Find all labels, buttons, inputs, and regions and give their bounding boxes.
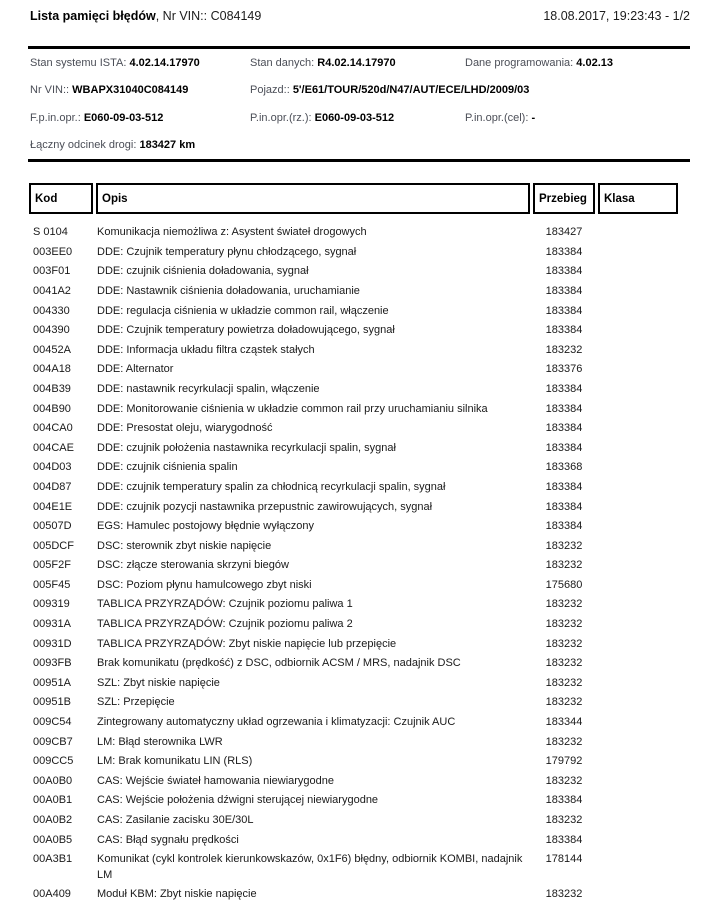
fault-description-cell: Komunikat (cykl kontrolek kierunkowskazów, 0x1F6) błędny, odbiornik KOMBI, nadajnik LM [97, 853, 523, 881]
fault-code-cell: 00A3B1 [33, 853, 73, 866]
mileage-cell: 183232 [545, 676, 583, 689]
meta-item [250, 84, 529, 97]
fault-code-cell: 00A0B0 [33, 774, 73, 787]
column-header-przebieg: Przebieg [533, 183, 595, 214]
class-cell [595, 362, 689, 363]
fault-description-cell: DDE: czujnik ciśnienia doładowania, sygnał [97, 265, 309, 278]
table-row [29, 299, 689, 319]
class-cell [595, 304, 689, 305]
fault-description-cell: DSC: Poziom płynu hamulcowego zbyt niski [97, 578, 312, 591]
table-row [29, 828, 689, 848]
mileage-cell: 183344 [545, 716, 583, 729]
fault-code-cell: 009C54 [33, 716, 72, 729]
meta-item [465, 57, 613, 70]
fault-code-cell: 00452A [33, 343, 71, 356]
page-title-main: Lista pamięci błędów [30, 9, 156, 23]
page-title-vin: , Nr VIN:: C084149 [155, 9, 262, 23]
fault-code-cell: 00A0B1 [33, 794, 73, 807]
table-row [29, 476, 689, 496]
class-cell [595, 597, 689, 598]
table-row [29, 809, 689, 829]
column-header-kod: Kod [29, 183, 93, 214]
mileage-cell: 179792 [545, 755, 583, 768]
fault-description-cell: DDE: regulacja ciśnienia w układzie common rail, włączenie [97, 304, 389, 317]
fault-code-cell: 005F45 [33, 578, 71, 591]
class-cell [595, 813, 689, 814]
meta-value: R4.02.14.17970 [317, 57, 396, 69]
fault-code-cell: 00507D [33, 520, 72, 533]
mileage-cell: 183384 [545, 794, 583, 807]
meta-row [30, 139, 690, 166]
fault-code-cell: 005DCF [33, 539, 74, 552]
datetime-page-indicator: 18.08.2017, 19:23:43 - 1/2 [543, 9, 690, 23]
fault-code-cell: 004E1E [33, 500, 73, 513]
column-header-opis: Opis [96, 183, 530, 214]
meta-label: Nr VIN:: [30, 84, 73, 97]
class-cell [595, 676, 689, 677]
table-row [29, 730, 689, 750]
class-cell [595, 245, 689, 246]
fault-description-cell: DDE: czujnik ciśnienia spalin [97, 461, 238, 474]
table-row [29, 417, 689, 437]
class-cell [595, 500, 689, 501]
meta-label: P.in.opr.(rz.): [250, 111, 315, 124]
class-cell [595, 343, 689, 344]
table-row [29, 280, 689, 300]
meta-label: Stan danych: [250, 57, 318, 69]
fault-code-cell: 009CB7 [33, 735, 73, 748]
fault-table-body [29, 221, 689, 901]
mileage-cell: 183232 [545, 598, 583, 611]
fault-description-cell: DDE: Informacja układu filtra cząstek stałych [97, 343, 315, 356]
fault-description-cell: TABLICA PRZYRZĄDÓW: Czujnik poziomu paliwa 2 [97, 618, 353, 631]
fault-code-cell: 003F01 [33, 265, 71, 278]
mileage-cell: 183384 [545, 422, 583, 435]
fault-code-cell: S 0104 [33, 226, 68, 239]
fault-code-cell: 0093FB [33, 657, 72, 670]
class-cell [595, 225, 689, 226]
fault-code-cell: 004CA0 [33, 422, 73, 435]
fault-description-cell: DSC: sterownik zbyt niskie napięcie [97, 539, 272, 552]
table-header [29, 183, 678, 214]
fault-code-cell: 004A18 [33, 363, 71, 376]
column-header-klasa: Klasa [598, 183, 678, 214]
class-cell [595, 887, 689, 888]
mileage-cell: 183232 [545, 343, 583, 356]
table-row [29, 711, 689, 731]
mileage-cell: 183384 [545, 324, 583, 337]
class-cell [595, 833, 689, 834]
mileage-cell: 183232 [545, 618, 583, 631]
meta-item [250, 112, 394, 125]
table-row [29, 319, 689, 339]
table-row [29, 358, 689, 378]
fault-description-cell: DDE: Alternator [97, 363, 174, 376]
meta-label: P.in.opr.(cel): [465, 111, 532, 124]
mileage-cell: 183384 [545, 245, 583, 258]
table-row [29, 672, 689, 692]
table-row [29, 535, 689, 555]
mileage-cell: 183232 [545, 888, 583, 901]
table-row [29, 339, 689, 359]
mileage-cell: 183376 [545, 363, 583, 376]
table-row [29, 495, 689, 515]
mileage-cell: 183384 [545, 265, 583, 278]
mileage-cell: 183427 [545, 226, 583, 239]
mileage-cell: 183384 [545, 520, 583, 533]
class-cell [595, 656, 689, 657]
meta-value: 4.02.13 [576, 57, 613, 69]
meta-row [30, 57, 690, 84]
fault-description-cell: SZL: Przepięcie [97, 696, 175, 709]
meta-value: 183427 km [139, 139, 196, 152]
class-cell [595, 793, 689, 794]
class-cell [595, 441, 689, 442]
table-row [29, 437, 689, 457]
mileage-cell: 183232 [545, 637, 583, 650]
table-row [29, 397, 689, 417]
fault-code-cell: 0041A2 [33, 284, 71, 297]
meta-label: Dane programowania: [465, 57, 577, 69]
class-cell [595, 637, 689, 638]
table-row [29, 221, 689, 241]
mileage-cell: 183232 [545, 657, 583, 670]
meta-row [30, 112, 690, 139]
fault-code-cell: 00A0B5 [33, 833, 73, 846]
fault-description-cell: DDE: Monitorowanie ciśnienia w układzie common rail przy uruchamianiu silnika [97, 402, 488, 415]
table-row [29, 378, 689, 398]
mileage-cell: 183232 [545, 559, 583, 572]
class-cell [595, 460, 689, 461]
mileage-cell: 183232 [545, 774, 583, 787]
class-cell [595, 715, 689, 716]
fault-description-cell: DSC: złącze sterowania skrzyni biegów [97, 559, 289, 572]
fault-code-cell: 003EE0 [33, 245, 73, 258]
meta-label: Łączny odcinek drogi: [30, 139, 140, 152]
mileage-cell: 183384 [545, 480, 583, 493]
mileage-cell: 183368 [545, 461, 583, 474]
class-cell [595, 539, 689, 540]
class-cell [595, 735, 689, 736]
fault-code-cell: 004330 [33, 304, 70, 317]
table-row [29, 241, 689, 261]
fault-description-cell: Zintegrowany automatyczny układ ogrzewania i klimatyzacji: Czujnik AUC [97, 716, 456, 729]
fault-code-cell: 004390 [33, 324, 70, 337]
meta-value: WBAPX31040C084149 [72, 84, 189, 97]
class-cell [595, 695, 689, 696]
class-cell [595, 617, 689, 618]
table-row [29, 632, 689, 652]
fault-code-cell: 00931A [33, 618, 71, 631]
meta-item [30, 84, 188, 97]
meta-value: 5'/E61/TOUR/520d/N47/AUT/ECE/LHD/2009/03 [292, 84, 530, 97]
fault-code-cell: 00A409 [33, 888, 71, 901]
fault-description-cell: EGS: Hamulec postojowy błędnie wyłączony [97, 520, 315, 533]
meta-value: E060-09-03-512 [314, 111, 395, 124]
table-row [29, 613, 689, 633]
class-cell [595, 284, 689, 285]
class-cell [595, 754, 689, 755]
fault-description-cell: SZL: Zbyt niskie napięcie [97, 676, 220, 689]
meta-label: Pojazd:: [250, 84, 293, 97]
fault-code-cell: 009CC5 [33, 755, 74, 768]
divider-top [28, 46, 690, 49]
fault-description-cell: DDE: Nastawnik ciśnienia doładowania, uruchamianie [97, 284, 360, 297]
meta-item [250, 57, 396, 70]
fault-description-cell: DDE: Czujnik temperatury powietrza doładowującego, sygnał [97, 324, 395, 337]
fault-description-cell: DDE: Presostat oleju, wiarygodność [97, 422, 273, 435]
fault-code-cell: 004B90 [33, 402, 71, 415]
class-cell [595, 578, 689, 579]
fault-code-cell: 005F2F [33, 559, 71, 572]
vehicle-metadata [30, 57, 690, 167]
meta-value: E060-09-03-512 [83, 111, 164, 124]
fault-description-cell: CAS: Zasilanie zacisku 30E/30L [97, 814, 254, 826]
fault-description-cell: DDE: czujnik pozycji nastawnika przepustnic zawirowujących, sygnał [97, 500, 433, 513]
class-cell [595, 402, 689, 403]
class-cell [595, 323, 689, 324]
mileage-cell: 183384 [545, 441, 583, 454]
fault-code-cell: 004CAE [33, 441, 74, 454]
class-cell [595, 264, 689, 265]
table-row [29, 848, 689, 883]
class-cell [595, 519, 689, 520]
meta-item [30, 57, 200, 70]
class-cell [595, 480, 689, 481]
mileage-cell: 183384 [545, 500, 583, 513]
table-row [29, 574, 689, 594]
fault-description-cell: TABLICA PRZYRZĄDÓW: Zbyt niskie napięcie lub przepięcie [97, 637, 397, 650]
table-row [29, 750, 689, 770]
mileage-cell: 183384 [545, 402, 583, 415]
meta-row [30, 84, 690, 111]
fault-code-cell: 004D87 [33, 480, 72, 493]
fault-code-cell: 00931D [33, 637, 72, 650]
fault-description-cell: CAS: Błąd sygnału prędkości [97, 833, 239, 846]
meta-item [30, 112, 163, 125]
mileage-cell: 183384 [545, 284, 583, 297]
page-title [30, 9, 261, 24]
document-header [30, 9, 690, 24]
table-row [29, 883, 689, 901]
meta-label: Stan systemu ISTA: [30, 57, 130, 69]
class-cell [595, 774, 689, 775]
fault-description-cell: DDE: Czujnik temperatury płynu chłodzącego, sygnał [97, 245, 357, 258]
fault-code-cell: 004B39 [33, 382, 71, 395]
meta-label: F.p.in.opr.: [30, 111, 84, 124]
table-row [29, 554, 689, 574]
divider-middle [28, 159, 690, 162]
class-cell [595, 558, 689, 559]
table-row [29, 593, 689, 613]
fault-description-cell: Moduł KBM: Zbyt niskie napięcie [97, 888, 257, 901]
fault-description-cell: Brak komunikatu (prędkość) z DSC, odbiornik ACSM / MRS, nadajnik DSC [97, 657, 461, 670]
fault-code-cell: 00A0B2 [33, 814, 73, 826]
table-row [29, 652, 689, 672]
class-cell [595, 382, 689, 383]
fault-description-cell: Komunikacja niemożliwa z: Asystent świateł drogowych [97, 226, 367, 239]
mileage-cell: 175680 [545, 578, 583, 591]
mileage-cell: 183232 [545, 814, 583, 826]
fault-description-cell: DDE: nastawnik recyrkulacji spalin, włączenie [97, 382, 320, 395]
table-row [29, 515, 689, 535]
class-cell [595, 852, 689, 853]
meta-value: 4.02.14.17970 [129, 57, 200, 69]
mileage-cell: 178144 [545, 853, 583, 866]
mileage-cell: 183232 [545, 539, 583, 552]
table-row [29, 260, 689, 280]
mileage-cell: 183384 [545, 304, 583, 317]
mileage-cell: 183232 [545, 696, 583, 709]
fault-code-cell: 00951A [33, 676, 71, 689]
fault-description-cell: TABLICA PRZYRZĄDÓW: Czujnik poziomu paliwa 1 [97, 598, 353, 611]
meta-item [30, 139, 195, 152]
table-row [29, 456, 689, 476]
meta-value: - [531, 111, 536, 124]
mileage-cell: 183384 [545, 382, 583, 395]
table-row [29, 770, 689, 790]
fault-description-cell: CAS: Wejście położenia dźwigni sterującej niewiarygodne [97, 794, 379, 807]
fault-code-cell: 00951B [33, 696, 71, 709]
fault-code-cell: 009319 [33, 598, 70, 611]
mileage-cell: 183384 [545, 833, 583, 846]
fault-code-cell: 004D03 [33, 461, 72, 474]
fault-description-cell: CAS: Wejście świateł hamowania niewiarygodne [97, 774, 335, 787]
mileage-cell: 183232 [545, 735, 583, 748]
fault-description-cell: LM: Brak komunikatu LIN (RLS) [97, 755, 253, 768]
class-cell [595, 421, 689, 422]
fault-description-cell: LM: Błąd sterownika LWR [97, 735, 223, 748]
meta-item [465, 112, 535, 125]
fault-description-cell: DDE: czujnik temperatury spalin za chłodnicą recyrkulacji spalin, sygnał [97, 480, 446, 493]
table-row [29, 789, 689, 809]
table-row [29, 691, 689, 711]
fault-description-cell: DDE: czujnik położenia nastawnika recyrkulacji spalin, sygnał [97, 441, 396, 454]
